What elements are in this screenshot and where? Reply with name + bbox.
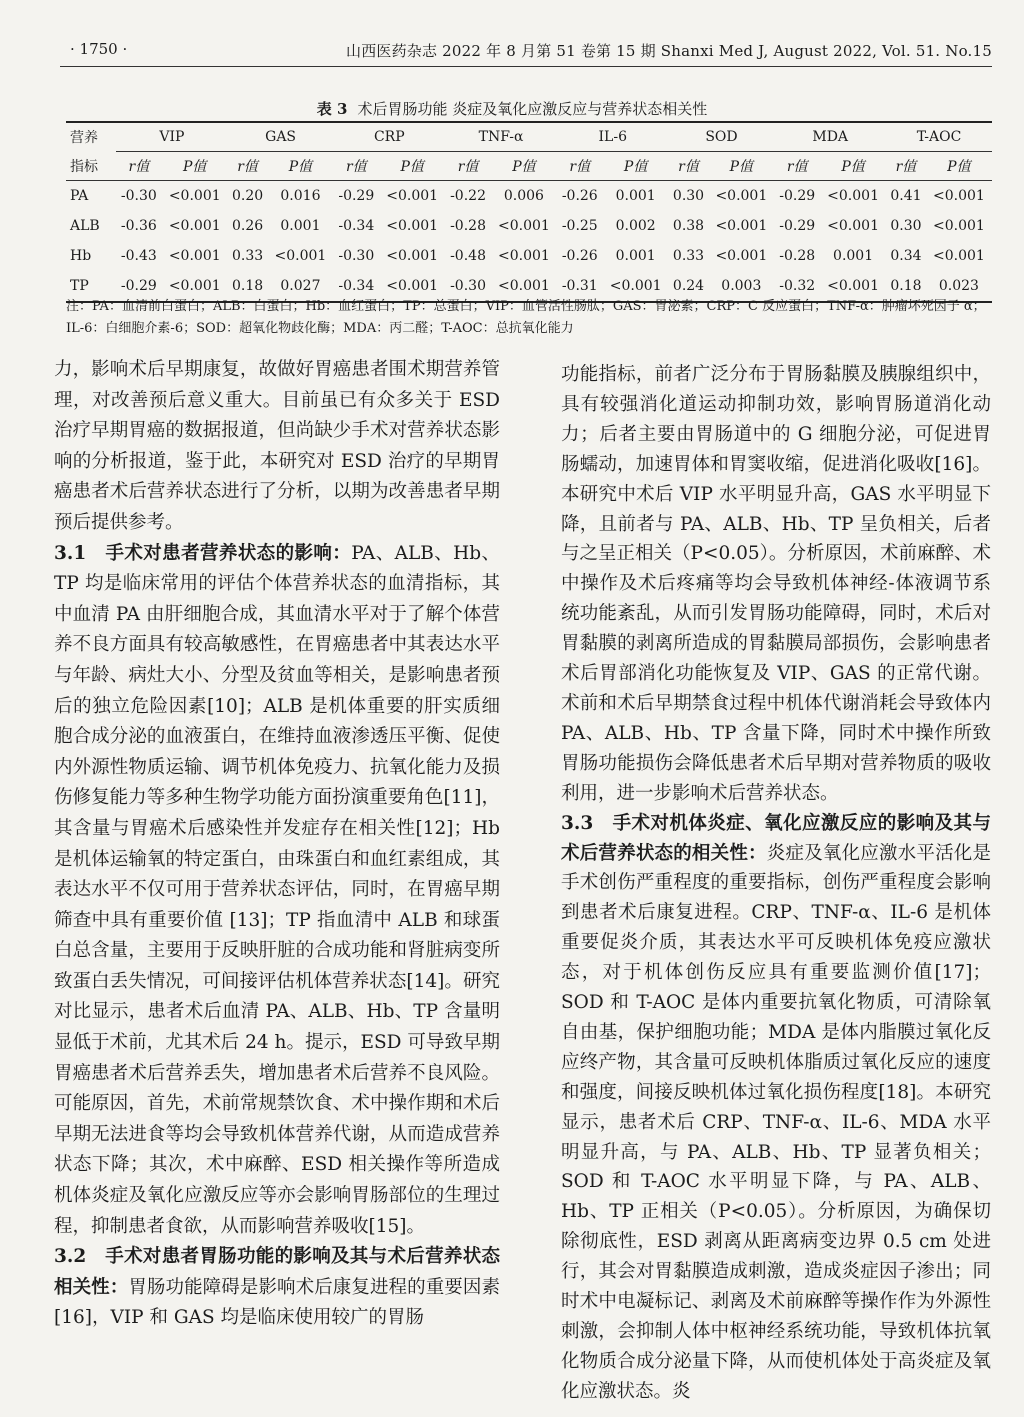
r-header: r值 [445, 152, 491, 181]
table-cell: <0.001 [379, 271, 445, 302]
table-cell: 0.027 [267, 271, 333, 302]
page-number: · 1750 · [70, 40, 128, 58]
row-header-bottom: 指标 [66, 152, 116, 181]
section-body: PA、ALB、Hb、TP 均是临床常用的评估个体营养状态的血清指标，其中血清 PA 由肝细胞合成，其血清水平对于了解个体营养不良方面具有较高敏感性，在胃癌患者中其表达水平与年龄、病灶大小、分型及贫血等相关，是影响患者预后的独立危险因素[10]；ALB 是机体重要的肝实质细胞合成分泌的血液蛋白，在维持血液渗透压平衡、促使内外源性物质运输、调节机体免疫力、抗氧化能力及损伤修复能力等多种生物学功能方面扮演重要角色[11]，其含量与胃癌术后感染性并发症存在相关性[12]；Hb 是机体运输氧的特定蛋白，由珠蛋白和血红素组成，其表达水平不仅可用于营养状态评估，同时，在胃癌早期筛查中具有重要价值 [13]；TP 指血清中 ALB 和球蛋白总含量，主要用于反映肝脏的合成功能和肾脏病变所致蛋白丢失情况，可间接评估机体营养状态[14]。研究对比显示，患者术后血清 PA、ALB、Hb、TP 含量明显低于术前，尤其术后 24 h。提示，ESD 可导致早期胃癌患者术后营养丢失，增加患者术后营养不良风险。可能原因，首先，术前常规禁饮食、术中操作期和术后早期无法进食等均会导致机体营养代谢，从而造成营养状态下降；其次，术中麻醉、ESD 相关操作等所造成机体炎症及氧化应激反应等亦会影响胃肠部位的生理过程，抑制患者食欲，从而影响营养吸收[15]。 [54, 542, 501, 1237]
table-cell: <0.001 [274, 248, 327, 264]
r-header: r值 [669, 152, 709, 181]
table-cell: <0.001 [603, 271, 669, 302]
table-cell: <0.001 [932, 218, 985, 234]
table-cell: <0.001 [715, 218, 768, 234]
table-cell: 0.18 [228, 271, 268, 302]
table-cell: -0.29 [779, 188, 816, 204]
p-header: P值 [820, 152, 886, 181]
p-header: P值 [926, 152, 992, 181]
table-cell: -0.31 [557, 271, 603, 302]
row-label: Hb [70, 248, 92, 264]
table-cell: <0.001 [932, 248, 985, 264]
table-cell: <0.001 [168, 218, 221, 234]
table-cell: -0.26 [561, 248, 598, 264]
table-cell: -0.25 [561, 218, 598, 234]
table-caption-label: 表 3 [316, 100, 348, 118]
table-cell: -0.36 [120, 218, 157, 234]
table-cell: 0.30 [672, 188, 705, 204]
r-header: r值 [557, 152, 603, 181]
section-heading: 3.2 手术对患者胃肠功能的影响及其与术后营养状态相关性： [54, 1246, 500, 1298]
table-cell: 0.002 [615, 218, 656, 234]
section-body: 炎症及氧化应激水平活化是手术创伤严重程度的重要指标，创伤严重程度会影响到患者术后康复进程。CRP、TNF-α、IL-6 是机体重要促炎介质，其表达水平可反映机体免疫应激状态，对于机体创伤反应具有重要监测价值[17]；SOD 和 T-AOC 是体内重要抗氧化物质，可清除氧自由基，保护细胞功能；MDA 是体内脂膜过氧化反应终产物，其含量可反映机体脂质过氧化反应的速度和强度，间接反映机体过氧化损伤程度[18]。本研究显示，患者术后 CRP、TNF-α、IL-6、MDA 水平明显升高，与 PA、ALB、Hb、TP 显著负相关；SOD 和 T-AOC 水平明显下降，与 PA、ALB、Hb、TP 正相关（P<0.05）。分析原因，为确保切除彻底性，ESD 剥离从距离病变边界 0.5 cm 处进行，其会对胃黏膜造成刺激，造成炎症因子渗出；同时术中电凝标记、剥离及术前麻醉等操作作为外源性刺激，会抑制人体中枢神经系统功能，导致机体抗氧化物质合成分泌量下降，从而使机体处于高炎症及氧化应激状态。炎 [561, 842, 991, 1402]
table-cell: 0.33 [232, 248, 264, 264]
table-cell: <0.001 [715, 188, 768, 204]
table-cell: <0.001 [498, 248, 550, 264]
right-column [561, 360, 991, 1407]
table-cell: 0.006 [503, 188, 544, 204]
table-cell: 0.016 [280, 188, 321, 204]
group-header: GAS [228, 122, 334, 152]
section-3-1 [54, 539, 500, 1243]
group-header: SOD [669, 122, 775, 152]
table-cell: -0.32 [774, 271, 820, 302]
left-column [54, 355, 500, 1334]
paragraph: 力，影响术后早期康复，故做好胃癌患者围术期营养管理，对改善预后意义重大。目前虽已有众多关于 ESD 治疗早期胃癌的数据报道，但尚缺少手术对营养状态影响的分析报道，鉴于此，本研究对 ESD 治疗的早期胃癌患者术后营养状态进行了分析，以期为改善患者早期预后提供参考。 [54, 359, 500, 533]
table-cell: -0.22 [450, 188, 486, 204]
table-cell: -0.29 [338, 188, 375, 204]
table-cell: 0.41 [890, 188, 922, 204]
row-label: PA [70, 188, 89, 204]
table-cell: 0.003 [708, 271, 774, 302]
group-header: IL-6 [557, 122, 669, 152]
table-cell: <0.001 [932, 188, 985, 204]
table-cell: -0.43 [120, 248, 157, 264]
row-label: ALB [70, 218, 100, 234]
table-row [66, 241, 992, 271]
correlation-table [66, 121, 992, 303]
p-header: P值 [603, 152, 669, 181]
table-cell: 0.30 [890, 218, 922, 234]
table-cell: -0.28 [450, 218, 486, 234]
running-header [60, 36, 992, 66]
table-cell: -0.26 [561, 188, 598, 204]
r-header: r值 [886, 152, 926, 181]
r-header: r值 [228, 152, 268, 181]
table-cell: <0.001 [168, 248, 221, 264]
group-header: T-AOC [886, 122, 992, 152]
section-body: 胃肠功能障碍是影响术后康复进程的重要因素[16]，VIP 和 GAS 均是临床使用较广的胃肠 [54, 1276, 500, 1329]
group-header: VIP [116, 122, 228, 152]
table-cell: 0.023 [926, 271, 992, 302]
table-row [66, 211, 992, 241]
table-cell: <0.001 [827, 188, 879, 204]
table-caption [0, 98, 1024, 119]
table-cell: 0.33 [672, 248, 705, 264]
table-cell: <0.001 [827, 218, 879, 234]
table-cell: -0.29 [116, 271, 162, 302]
p-header: P值 [708, 152, 774, 181]
table-cell: -0.30 [120, 188, 157, 204]
table-cell: -0.28 [779, 248, 816, 264]
table-cell: -0.34 [333, 271, 379, 302]
table-cell: 0.34 [890, 248, 922, 264]
r-header: r值 [333, 152, 379, 181]
table-cell: 0.20 [232, 188, 264, 204]
table-cell: <0.001 [491, 271, 557, 302]
p-header: P值 [267, 152, 333, 181]
group-header: MDA [774, 122, 886, 152]
p-header: P值 [491, 152, 557, 181]
table-cell: <0.001 [168, 188, 221, 204]
p-header: P值 [379, 152, 445, 181]
table-cell: -0.34 [338, 218, 375, 234]
table-cell: <0.001 [498, 218, 550, 234]
table-group-header-row [66, 122, 992, 152]
table-cell: <0.001 [162, 271, 228, 302]
table-cell: <0.001 [820, 271, 886, 302]
table-cell: -0.30 [445, 271, 491, 302]
group-header: TNF-α [445, 122, 557, 152]
r-header: r值 [116, 152, 162, 181]
section-3-2 [54, 1242, 500, 1334]
p-header: P值 [162, 152, 228, 181]
table-cell: 0.001 [615, 188, 656, 204]
table-row [66, 181, 992, 212]
section-heading: 3.1 手术对患者营养状态的影响： [54, 542, 352, 564]
header-rule [60, 66, 992, 67]
journal-citation: 山西医药杂志 2022 年 8 月第 51 卷第 15 期 Shanxi Med J, August 2022, Vol. 51. No.15 [346, 42, 992, 60]
table-note: 注：PA：血清前白蛋白；ALB：白蛋白；Hb：血红蛋白；TP：总蛋白；VIP：血管活性肠肽；GAS：胃泌素；CRP：C 反应蛋白；TNF-α：肿瘤坏死因子 α；IL-6：白细胞介素-6；SOD：超氧化物歧化酶；MDA：丙二醛；T-AOC：总抗氧化能力 [66, 299, 986, 336]
table-cell: <0.001 [386, 188, 439, 204]
table-subheader-row [66, 152, 992, 181]
table-cell: <0.001 [386, 218, 439, 234]
table-caption-text: 术后胃肠功能 炎症及氧化应激反应与营养状态相关性 [357, 100, 708, 118]
paragraph: 功能指标，前者广泛分布于胃肠黏膜及胰腺组织中，具有较强消化道运动抑制功效，影响胃肠道消化动力；后者主要由胃肠道中的 G 细胞分泌，可促进胃肠蠕动，加速胃体和胃窦收缩，促进消化吸收[16]。本研究中术后 VIP 水平明显升高，GAS 水平明显下降，且前者与 PA、ALB、Hb、TP 呈负相关，后者与之呈正相关（P<0.05）。分析原因，术前麻醉、术中操作及术后疼痛等均会导致机体神经-体液调节系统功能紊乱，从而引发胃肠功能障碍，同时，术后对胃黏膜的剥离所造成的胃黏膜局部损伤，会影响患者术后胃部消化功能恢复及 VIP、GAS 的正常代谢。术前和术后早期禁食过程中机体代谢消耗会导致体内 PA、ALB、Hb、TP 含量下降，同时术中操作所致胃肠功能损伤会降低患者术后早期对营养物质的吸收利用，进一步影响术后营养状态。 [561, 364, 991, 804]
table-cell: 0.001 [280, 218, 321, 234]
table-cell: 0.001 [615, 248, 656, 264]
table-cell: -0.30 [338, 248, 375, 264]
table-cell: -0.48 [450, 248, 486, 264]
section-heading: 3.3 手术对机体炎症、氧化应激反应的影响及其与术后营养状态的相关性： [561, 812, 991, 864]
r-header: r值 [774, 152, 820, 181]
table-cell: -0.29 [779, 218, 816, 234]
table-cell: 0.24 [669, 271, 709, 302]
group-header: CRP [333, 122, 445, 152]
table-cell: <0.001 [386, 248, 439, 264]
table-cell: <0.001 [715, 248, 768, 264]
row-label: TP [66, 271, 116, 302]
table-cell: 0.38 [672, 218, 705, 234]
table-cell: 0.26 [232, 218, 264, 234]
table-cell: 0.18 [886, 271, 926, 302]
row-header-top: 营养 [66, 122, 116, 152]
table-cell: 0.001 [833, 248, 874, 264]
section-3-3 [561, 809, 991, 1407]
